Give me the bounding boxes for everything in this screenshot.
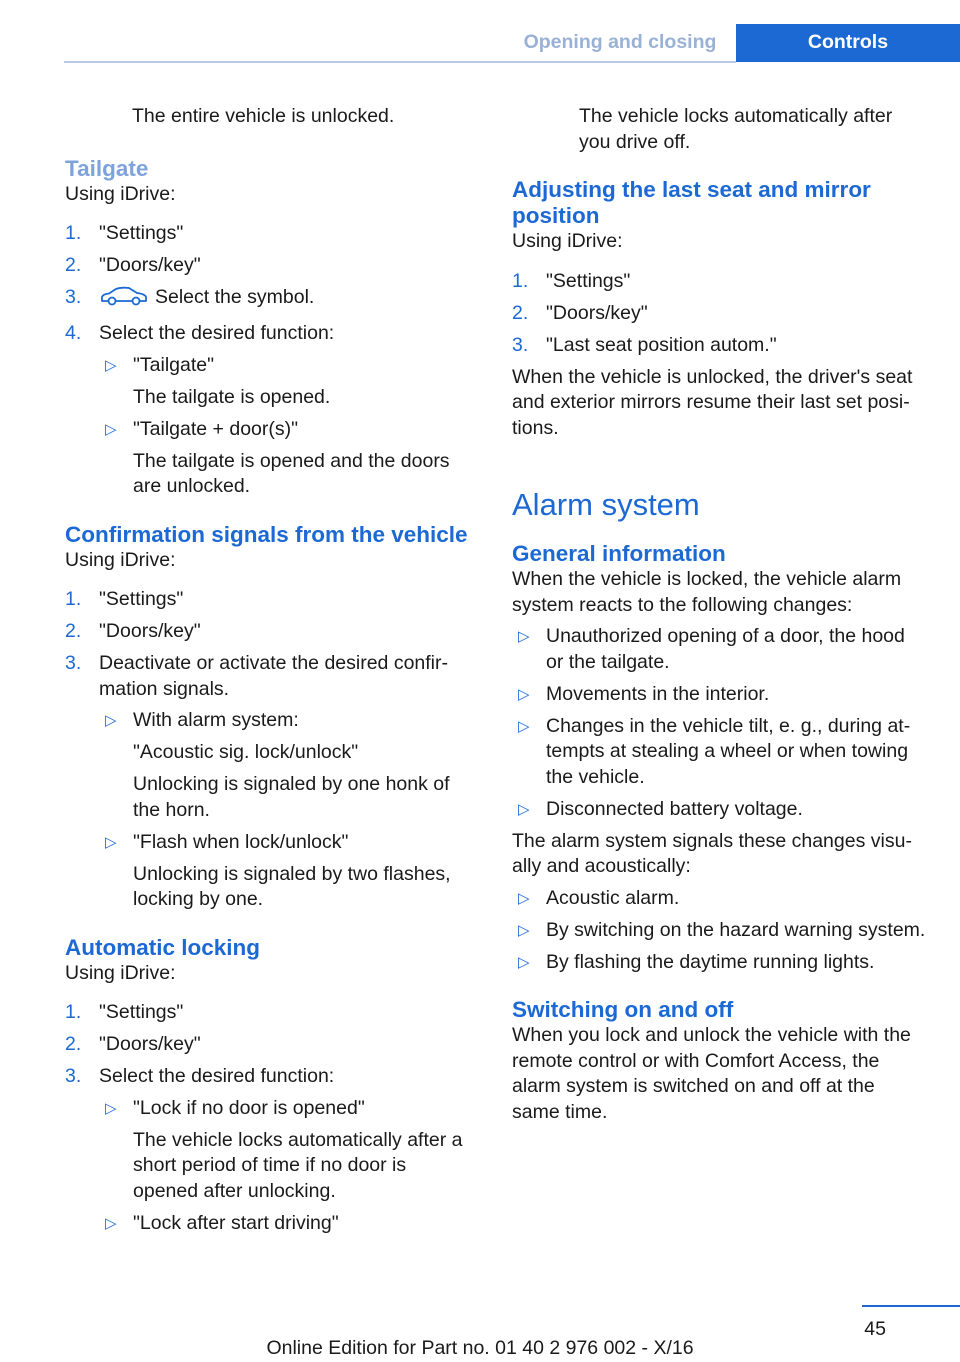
auto-lock-options — [99, 1096, 470, 1237]
list-item — [512, 333, 927, 359]
triangle-bullet-icon: ▷ — [518, 953, 530, 971]
option-label: "Lock after start driving" — [133, 1211, 339, 1234]
step-number: 3. — [512, 333, 529, 356]
car-icon — [99, 285, 149, 315]
list-item — [512, 918, 927, 944]
list-item — [65, 619, 470, 645]
header-chapter-tab: Controls — [736, 24, 960, 62]
list-item-text: Changes in the vehicle tilt, e. g., during attempts at stealing a wheel or when towing the vehicle. — [546, 714, 911, 788]
right-column — [512, 104, 927, 1131]
confirmation-steps — [65, 587, 470, 913]
list-item — [99, 353, 470, 411]
triangle-bullet-icon: ▷ — [518, 628, 530, 645]
seat-steps — [512, 269, 927, 359]
option-desc: Unlocking is signaled by two flashes, locking by one. — [133, 862, 451, 910]
switching-heading: Switching on and off — [512, 997, 734, 1022]
step-number: 1. — [65, 1001, 82, 1023]
list-item — [65, 321, 470, 500]
auto-lock-using: Using iDrive: — [65, 961, 176, 984]
triangle-bullet-icon: ▷ — [105, 712, 117, 729]
step-text: "Settings" — [99, 588, 184, 610]
triangle-bullet-icon: ▷ — [105, 833, 117, 851]
tailgate-using: Using iDrive: — [65, 182, 176, 205]
list-item — [65, 221, 470, 247]
triangle-bullet-icon: ▷ — [518, 800, 530, 818]
alarm-changes-list — [512, 624, 927, 822]
tailgate-heading: Tailgate — [65, 155, 149, 181]
step-number: 4. — [65, 322, 82, 344]
list-item-text: By switching on the hazard warning system. — [546, 918, 926, 941]
list-item — [99, 830, 470, 913]
step-text: "Settings" — [99, 222, 184, 244]
option-desc: The vehicle locks automatically after a short period of time if no door is opened after unlocking. — [133, 1128, 463, 1202]
list-item — [512, 682, 927, 708]
step-text: "Doors/key" — [99, 1033, 201, 1055]
list-item — [99, 1096, 470, 1205]
alarm-heading: Alarm system — [512, 487, 700, 522]
step-number: 3. — [65, 286, 82, 308]
triangle-bullet-icon: ▷ — [105, 1214, 117, 1232]
triangle-bullet-icon: ▷ — [105, 1099, 117, 1117]
step-text: "Doors/key" — [99, 620, 201, 642]
list-item-text: Disconnected battery voltage. — [546, 797, 803, 820]
tailgate-options — [99, 353, 470, 500]
triangle-bullet-icon: ▷ — [518, 921, 530, 939]
step-number: 1. — [512, 269, 529, 292]
list-item — [65, 1064, 470, 1236]
header-section-tab: Opening and closing — [523, 31, 717, 54]
triangle-bullet-icon: ▷ — [105, 356, 117, 374]
unlocked-text: The entire vehicle is unlocked. — [132, 105, 395, 127]
footer-divider — [862, 1305, 960, 1307]
confirmation-heading: Confirmation signals from the vehicle — [65, 521, 468, 547]
list-item — [512, 624, 927, 675]
tailgate-steps — [65, 221, 470, 500]
triangle-bullet-icon: ▷ — [518, 685, 530, 703]
confirmation-using: Using iDrive: — [65, 548, 176, 571]
continued-text: The vehicle locks automatically after you drive off. — [579, 105, 893, 153]
step-number: 2. — [65, 1033, 82, 1055]
list-item — [99, 1211, 470, 1237]
left-column — [65, 104, 470, 1243]
step-text: "Settings" — [99, 1001, 184, 1023]
step-number: 2. — [512, 301, 529, 324]
general-info-heading: General information — [512, 541, 726, 566]
list-item — [512, 714, 927, 791]
auto-lock-steps — [65, 1000, 470, 1236]
step-number: 3. — [65, 1065, 82, 1087]
step-number: 3. — [65, 652, 82, 674]
auto-lock-heading: Automatic locking — [65, 934, 261, 960]
step-text: Deactivate or activate the desired confirmation signals. — [99, 652, 449, 700]
list-item — [65, 1032, 470, 1058]
list-item-text: Movements in the interior. — [546, 682, 770, 705]
step-text: "Settings" — [546, 269, 631, 292]
footer-edition: Online Edition for Part no. 01 40 2 976 002 - X/16 — [266, 1337, 694, 1359]
general-info-text: When the vehicle is locked, the vehicle alarm system reacts to the following changes: — [512, 568, 902, 616]
option-label: "Flash when lock/unlock" — [133, 830, 349, 853]
option-label: "Tailgate + door(s)" — [133, 417, 299, 440]
header-divider — [64, 61, 736, 63]
list-item — [99, 417, 470, 500]
list-item — [65, 587, 470, 613]
option-desc: The tailgate is opened. — [133, 385, 331, 408]
step-text: "Doors/key" — [99, 254, 201, 276]
seat-after-text: When the vehicle is unlocked, the driver's seat and exterior mirrors resume their last set positions. — [512, 365, 913, 439]
step-number: 1. — [65, 588, 82, 610]
alarm-signals-list — [512, 886, 927, 976]
signals-text: The alarm system signals these changes visually and acoustically: — [512, 829, 912, 877]
step-text: "Doors/key" — [546, 301, 648, 324]
option-label: With alarm system: — [133, 709, 299, 731]
list-item — [512, 269, 927, 295]
step-text: Select the desired function: — [99, 322, 335, 344]
option-desc: Unlocking is signaled by one honk of the horn. — [133, 773, 450, 821]
option-sub: "Acoustic sig. lock/unlock" — [133, 741, 359, 763]
step-number: 2. — [65, 620, 82, 642]
list-item — [65, 285, 470, 315]
list-item — [65, 651, 470, 913]
step-number: 2. — [65, 254, 82, 276]
switching-text: When you lock and unlock the vehicle with the remote control or with Comfort Access, the alarm system is switched on and off at the same time. — [512, 1024, 911, 1123]
list-item — [512, 886, 927, 912]
list-item — [512, 797, 927, 823]
list-item-text: By flashing the daytime running lights. — [546, 950, 875, 973]
list-item — [65, 253, 470, 279]
triangle-bullet-icon: ▷ — [518, 889, 530, 907]
page-number: 45 — [864, 1318, 886, 1340]
step-text: Select the symbol. — [155, 286, 315, 308]
option-label: "Lock if no door is opened" — [133, 1096, 365, 1119]
list-item — [65, 1000, 470, 1026]
list-item — [512, 301, 927, 327]
list-item — [512, 950, 927, 976]
option-desc: The tailgate is opened and the doors are unlocked. — [133, 449, 450, 497]
list-item — [99, 708, 470, 823]
step-text: Select the desired function: — [99, 1065, 335, 1087]
triangle-bullet-icon: ▷ — [518, 717, 530, 735]
list-item-text: Unauthorized opening of a door, the hood or the tailgate. — [546, 625, 905, 673]
confirmation-options — [99, 708, 470, 913]
step-text: "Last seat position autom." — [546, 333, 777, 356]
seat-using: Using iDrive: — [512, 230, 623, 252]
seat-heading: Adjusting the last seat and mirror position — [512, 177, 871, 228]
triangle-bullet-icon: ▷ — [105, 420, 117, 438]
step-number: 1. — [65, 222, 82, 244]
list-item-text: Acoustic alarm. — [546, 886, 680, 909]
option-label: "Tailgate" — [133, 353, 215, 376]
